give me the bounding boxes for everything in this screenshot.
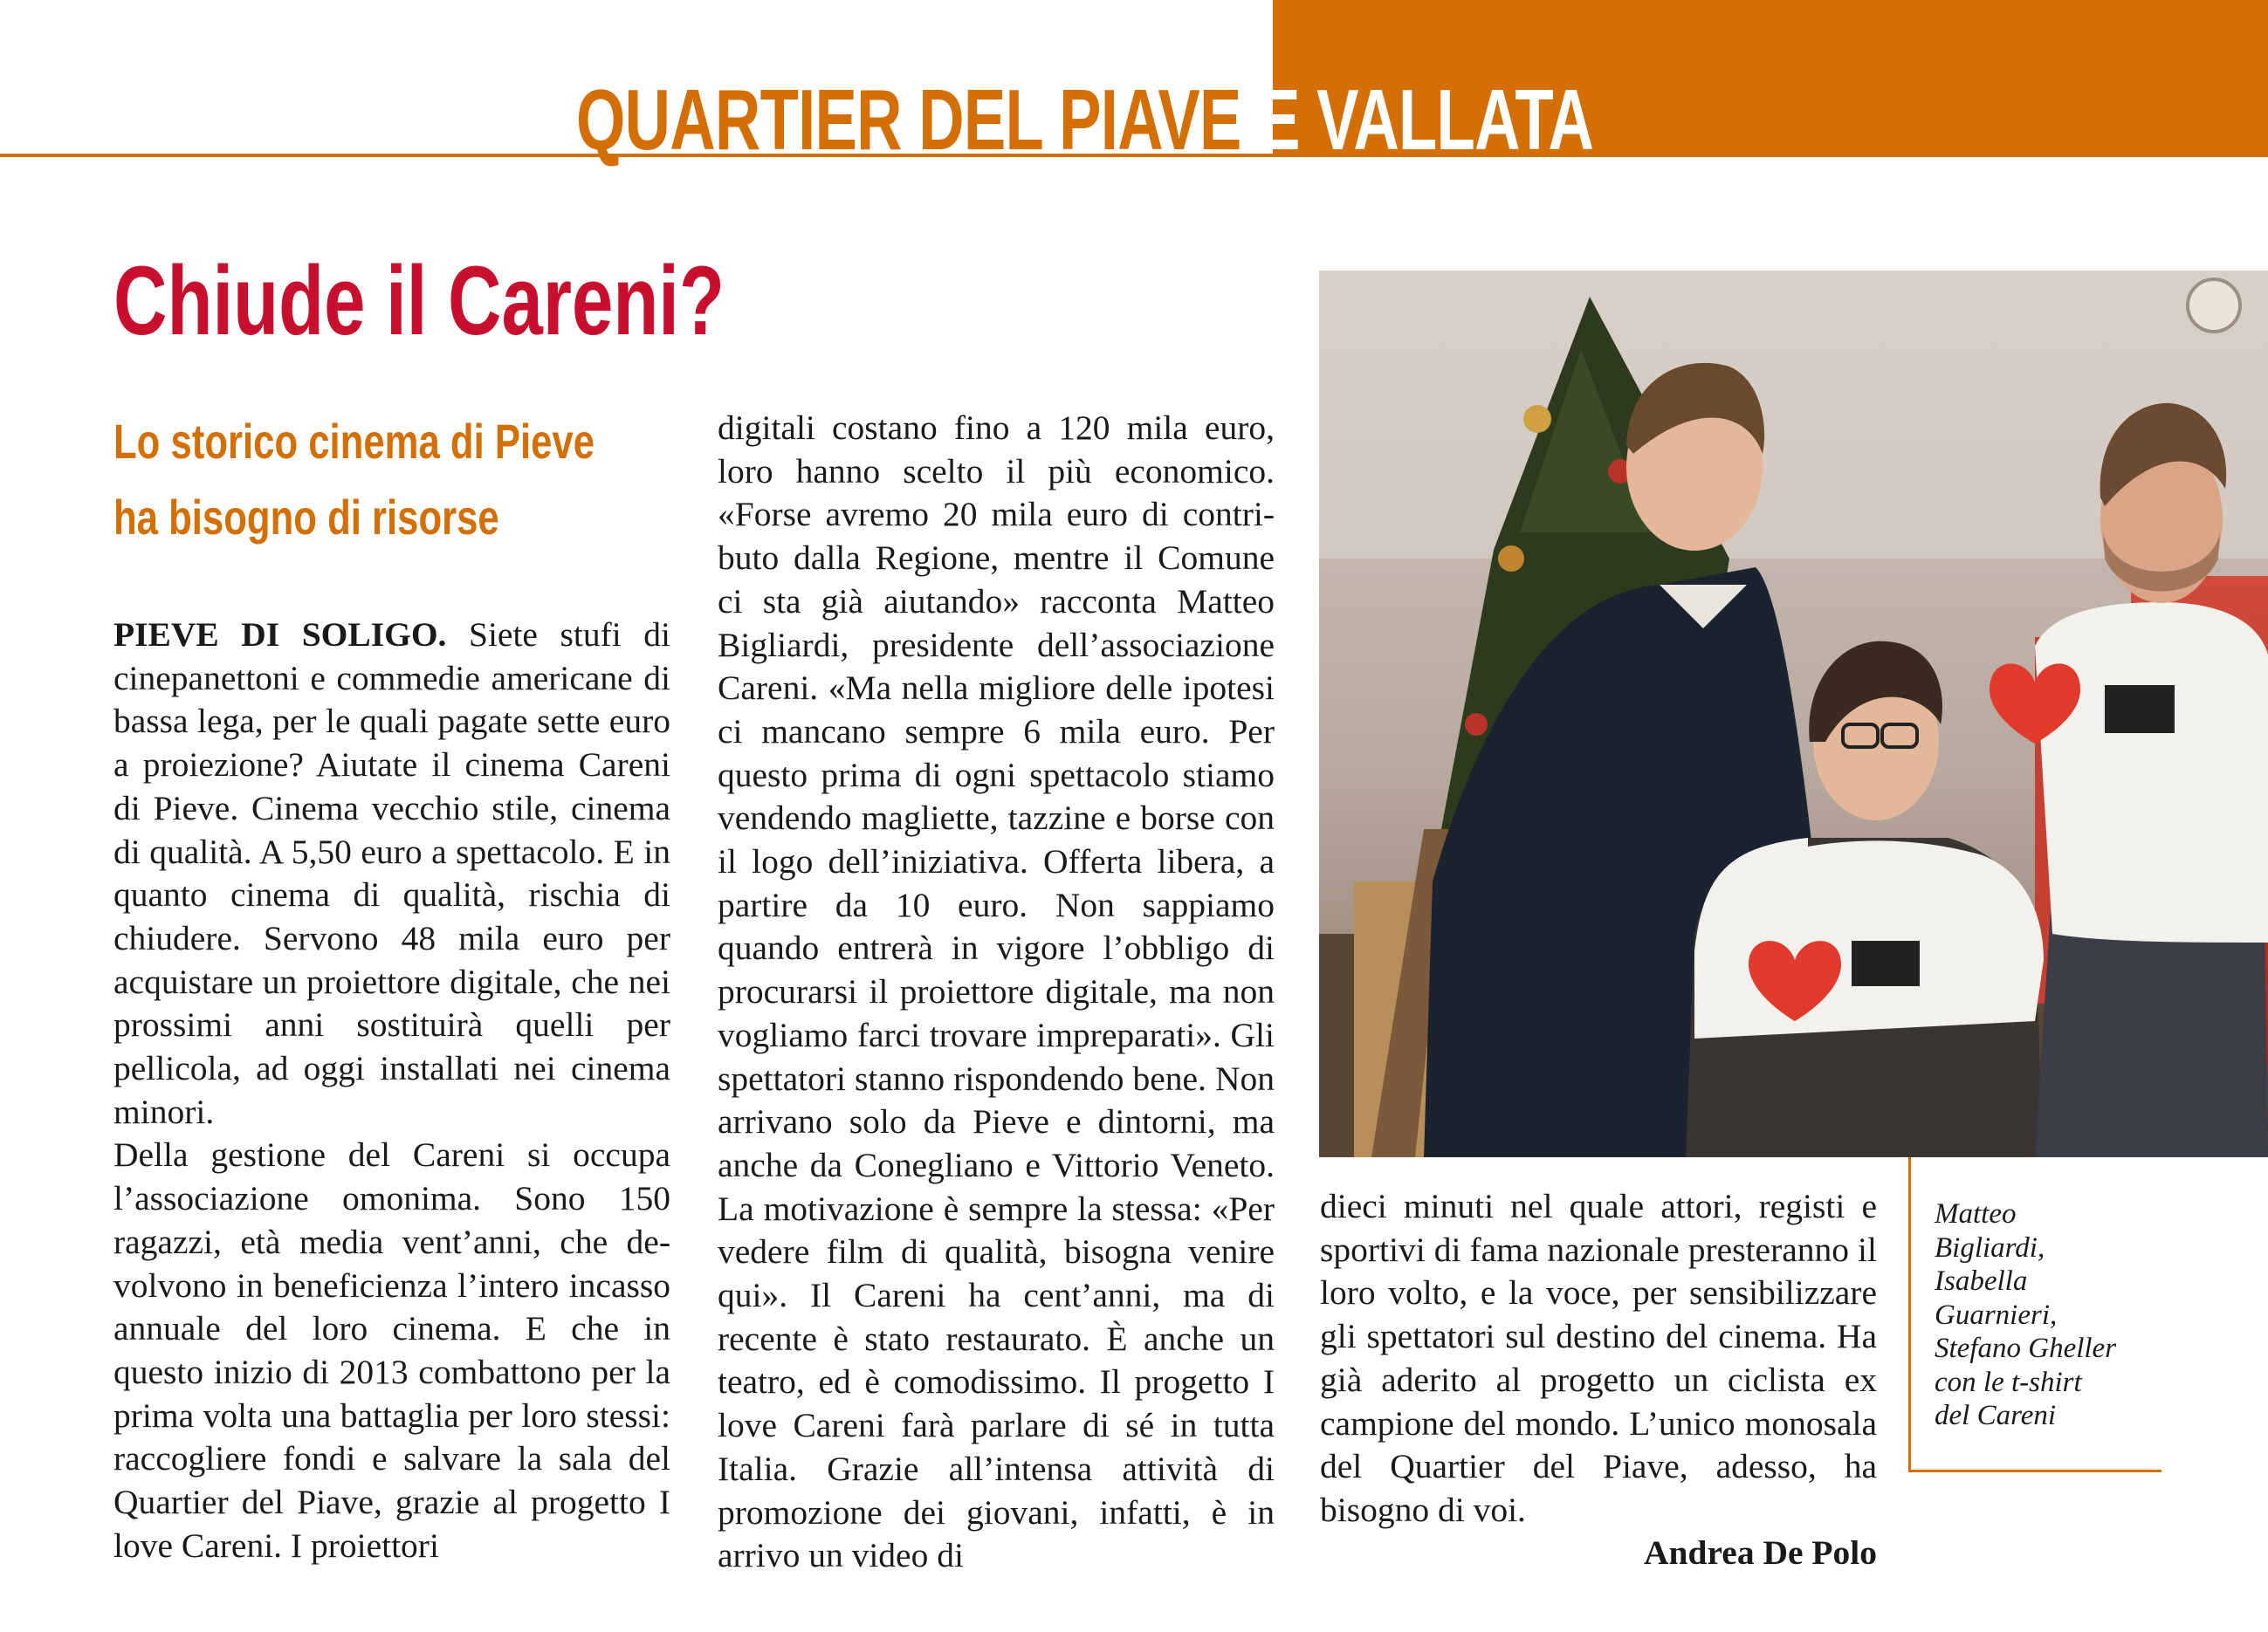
- article-photo: [1319, 271, 2268, 1157]
- article-column-3: [1320, 1185, 1877, 1533]
- caption-line-3: Isabella: [1935, 1265, 2028, 1297]
- body-paragraph-4: dieci minuti nel quale attori, registi e sportivi di fama nazionale presteranno il loro volto, e la voce, per sensibilizzare gli spettatori sul destino del cinema. Ha già aderito al progetto un ciclista ex campione del mondo. L’unico monosala del Quartier del Piave, adesso, ha bisogno di voi.: [1320, 1187, 1877, 1529]
- caption-line-4: Guarnieri,: [1935, 1299, 2058, 1331]
- article-column-1: [113, 614, 670, 1567]
- photo-caption: [1935, 1197, 2161, 1433]
- article-subhead: [113, 403, 726, 555]
- subhead-line-1: Lo storico cinema di Pieve: [113, 414, 595, 469]
- caption-rule-vertical: [1908, 1157, 1911, 1471]
- caption-rule-horizontal: [1908, 1470, 2161, 1472]
- caption-line-5: Stefano Gheller: [1935, 1333, 2117, 1364]
- dateline: PIEVE DI SOLIGO.: [113, 615, 447, 654]
- caption-line-6: con le t-shirt: [1935, 1366, 2082, 1398]
- body-paragraph-2: Della gestione del Careni si occupa l’associazione omonima. Sono 150 ragazzi, età media vent’anni, che devolvono in beneficienza l’intero incasso annuale del loro cinema. E che in questo inizio di 2013 combattono per la prima volta una battaglia per loro stessi: raccogliere fondi e salvare la sala del Quartier del Piave, grazie al progetto I love Careni. I proiettori: [113, 1135, 670, 1565]
- section-title-part1: QUARTIER DEL PIAVE: [576, 72, 1241, 168]
- section-title: [576, 72, 1593, 168]
- article-column-2: [718, 407, 1275, 1578]
- author-byline: Andrea De Polo: [1644, 1533, 1877, 1572]
- caption-line-1: Matteo: [1935, 1198, 2017, 1230]
- caption-line-2: Bigliardi,: [1935, 1231, 2045, 1264]
- caption-line-7: del Careni: [1935, 1400, 2057, 1431]
- body-paragraph-3: digitali costano fino a 120 mila euro, loro hanno scelto il più economico. «Forse avremo 20 mila euro di contributo dalla Regione, mentre il Comune ci sta già aiutando» racconta Matteo Bigliardi, presidente dell’associazione Careni. «Ma nella migliore delle ipotesi ci mancano sempre 6 mila euro. Per questo prima di ogni spettacolo stiamo vendendo magliette, tazzine e borse con il logo dell’iniziativa. Offerta libera, a partire da 10 euro. Non sappiamo quando entrerà in vigore l’obbligo di procurarsi il proiettore digitale, ma non vogliamo farci trovare impreparati». Gli spettatori stanno rispondendo bene. Non arrivano solo da Pieve e dintorni, ma anche da Conegliano e Vittorio Veneto. La motivazione è sempre la stessa: «Per vedere film di qualità, bisogna venire qui». Il Careni ha cent’anni, ma di recente è stato restaurato. È anche un teatro, ed è comodissimo. Il progetto I love Careni farà parlare di sé in tutta Italia. Grazie all’intensa attività di promozione dei giovani, infatti, è in arrivo un video di: [718, 408, 1275, 1575]
- section-title-part2: E VALLATA: [1258, 72, 1594, 168]
- article-headline: Chiude il Careni?: [113, 246, 725, 355]
- body-paragraph-1-text: Siete stufi di cinepanettoni e commedie americane di bassa lega, per le quali pagate sette euro a proiezione? Aiutate il cinema Careni di Pieve. Cinema vecchio stile, cinema di qualità. A 5,50 euro a spettacolo. E in quanto cinema di qualità, rischia di chiudere. Servono 48 mila euro per acquistare un proiettore digitale, che nei prossimi anni sostituirà quelli per pellicola, ad oggi installati nei cinema minori.: [113, 615, 670, 1131]
- body-paragraph-1: [113, 614, 670, 1134]
- subhead-line-2: ha bisogno di risorse: [113, 490, 499, 545]
